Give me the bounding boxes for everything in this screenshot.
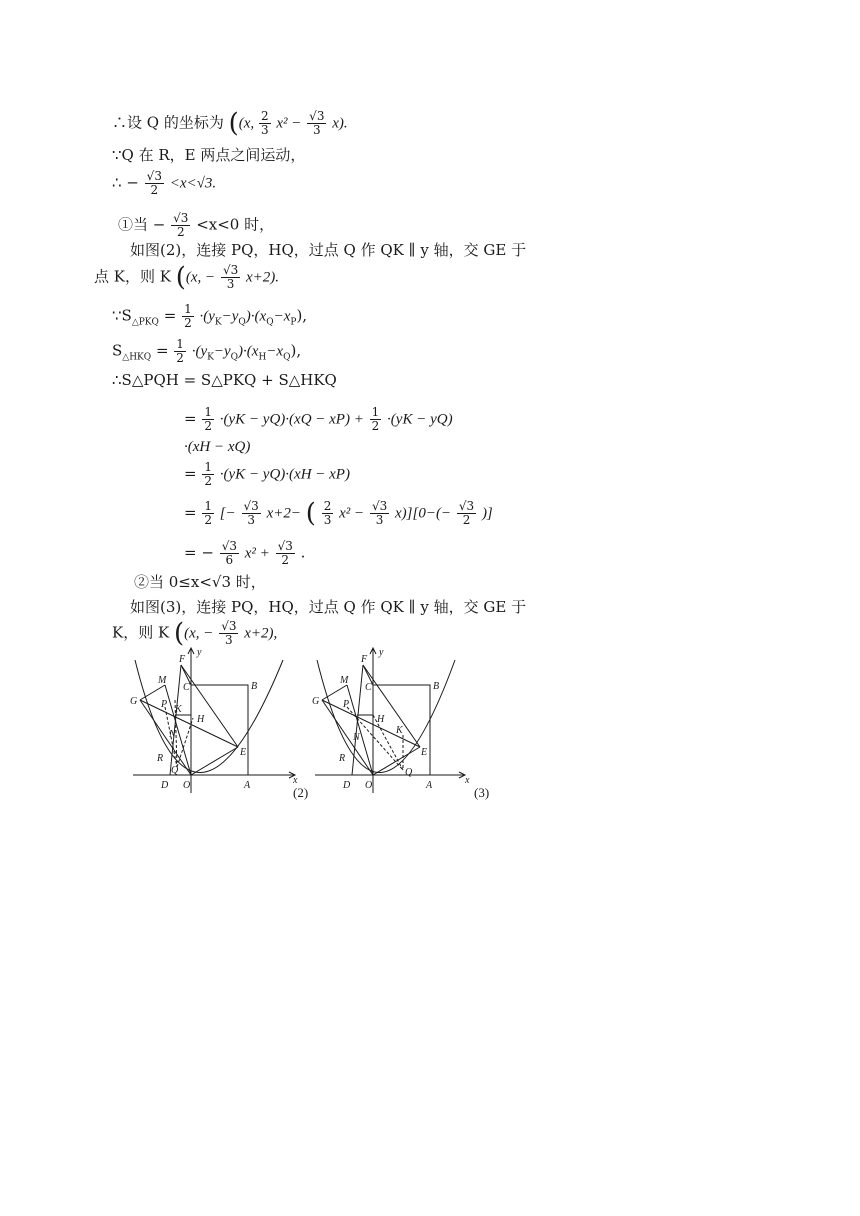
frac-sqrt3-over-6: $\frac{√3}{6}$: [221, 539, 237, 567]
svg-text:K: K: [175, 704, 182, 715]
geometry-figure-2: [125, 645, 300, 795]
text-line-11: ·(xH − xQ): [184, 439, 251, 455]
frac-one-half: $\frac{1}{2}$: [204, 460, 212, 488]
svg-text:H: H: [197, 714, 205, 725]
svg-text:A: A: [244, 780, 251, 791]
svg-text:K: K: [396, 725, 403, 736]
svg-text:E: E: [421, 747, 428, 758]
svg-text:O: O: [365, 780, 373, 791]
frac-one-half: $\frac{1}{2}$: [204, 405, 212, 433]
svg-text:C: C: [183, 682, 190, 693]
frac-one-half: $\frac{1}{2}$: [176, 337, 184, 365]
svg-text:R: R: [157, 753, 164, 764]
frac-sqrt3-over-3: $\frac{√3}{3}$: [221, 619, 237, 647]
frac-sqrt3-over-2: $\frac{√3}{2}$: [458, 499, 475, 527]
svg-text:x: x: [293, 775, 298, 786]
svg-text:P: P: [161, 699, 168, 710]
frac-sqrt3-over-2: $\frac{√3}{2}$: [173, 211, 189, 239]
svg-text:y: y: [379, 647, 384, 658]
frac-sqrt3-over-3: $\frac{√3}{3}$: [371, 499, 388, 527]
frac-sqrt3-over-3: $\frac{√3}{3}$: [222, 263, 239, 291]
frac-two-thirds: $\frac{2}{3}$: [260, 109, 269, 137]
text-line-12: = $\frac{1}{2}$ ·(yK − yQ)·(xH − xP): [184, 460, 350, 488]
svg-text:O: O: [183, 780, 191, 791]
text-line-4: ①当 − $\frac{√3}{2}$ <x<0 时，: [118, 211, 275, 239]
text-line-6: 点 K，则 K ((x, − $\frac{√3}{3}$ x+2).: [94, 262, 280, 293]
svg-text:G: G: [312, 696, 320, 707]
svg-text:F: F: [179, 654, 186, 665]
svg-text:D: D: [343, 780, 351, 791]
text-line-15: ②当 0≤x<√3 时，: [134, 573, 266, 591]
text-line-3: ∴ − $\frac{√3}{2}$ <x<√3.: [112, 169, 217, 197]
svg-text:N: N: [353, 732, 360, 743]
figure-2-label: (2): [293, 785, 309, 800]
svg-text:M: M: [158, 675, 167, 686]
text-line-5: 如图(2)，连接 PQ，HQ，过点 Q 作 QK ∥ y 轴，交 GE 于: [130, 241, 527, 259]
text-line-17: K，则 K ((x, − $\frac{√3}{3}$ x+2),: [112, 618, 278, 649]
svg-text:B: B: [433, 681, 440, 692]
svg-text:F: F: [361, 654, 368, 665]
svg-text:N: N: [169, 729, 176, 740]
text-line-14: = − $\frac{√3}{6}$ x² + $\frac{√3}{2}$ .: [184, 539, 306, 567]
frac-sqrt3-over-2: $\frac{√3}{2}$: [146, 169, 162, 197]
q-moves-between-r-e: ∵Q 在 R，E 两点之间运动，: [112, 146, 306, 164]
text-line-9: ∴S△PQH = S△PKQ + S△HKQ: [112, 371, 337, 389]
svg-text:y: y: [197, 647, 202, 658]
frac-two-thirds: $\frac{2}{3}$: [323, 499, 332, 527]
svg-text:C: C: [365, 682, 372, 693]
svg-text:E: E: [240, 747, 247, 758]
text-line-16: 如图(3)，连接 PQ，HQ，过点 Q 作 QK ∥ y 轴，交 GE 于: [130, 598, 527, 616]
svg-text:M: M: [340, 675, 349, 686]
svg-text:R: R: [339, 753, 346, 764]
svg-text:P: P: [343, 699, 350, 710]
text-line-10: = $\frac{1}{2}$ ·(yK − yQ)·(xQ − xP) + $\frac{1}{2}$ ·(yK − yQ): [184, 405, 453, 433]
frac-sqrt3-over-3: $\frac{√3}{3}$: [309, 109, 325, 137]
geometry-figure-3: [307, 645, 482, 795]
frac-sqrt3-over-3: $\frac{√3}{3}$: [243, 499, 259, 527]
frac-one-half: $\frac{1}{2}$: [371, 405, 380, 433]
svg-text:x: x: [465, 775, 470, 786]
figure-3-label: (3): [474, 785, 490, 800]
svg-text:D: D: [161, 780, 169, 791]
svg-text:A: A: [426, 780, 433, 791]
text-line-2: [112, 145, 305, 165]
text-line-7: $\because S_{\triangle PKQ}$ = $\frac{1}{2}$ $\cdot(y_K-y_Q)\cdot(x_Q-x_P)$,: [112, 302, 308, 330]
text-line-13: = $\frac{1}{2}$ [− $\frac{√3}{3}$ x+2− ( $\frac{2}{3}$ x² − $\frac{√3}{3}$ x)][0−(− $\frac{√3}{2}$ )]: [184, 498, 493, 529]
text-line-8: $S_{\triangle HKQ}$ = $\frac{1}{2}$ $\cdot(y_K-y_Q)\cdot(x_H-x_Q)$,: [112, 337, 302, 365]
frac-sqrt3-over-2: $\frac{√3}{2}$: [277, 539, 293, 567]
svg-text:G: G: [130, 696, 138, 707]
text-line-1: ∴设 Q 的坐标为 ((x, $\frac{2}{3}$ x² − $\frac{√3}{3}$ x).: [112, 108, 348, 139]
frac-one-half: $\frac{1}{2}$: [204, 499, 212, 527]
svg-text:B: B: [251, 681, 258, 692]
frac-one-half: $\frac{1}{2}$: [184, 302, 192, 330]
svg-text:Q: Q: [405, 767, 413, 778]
svg-text:Q: Q: [171, 765, 179, 776]
svg-text:H: H: [377, 714, 385, 725]
q-coordinate-intro: ∴设 Q 的坐标为: [112, 113, 224, 132]
